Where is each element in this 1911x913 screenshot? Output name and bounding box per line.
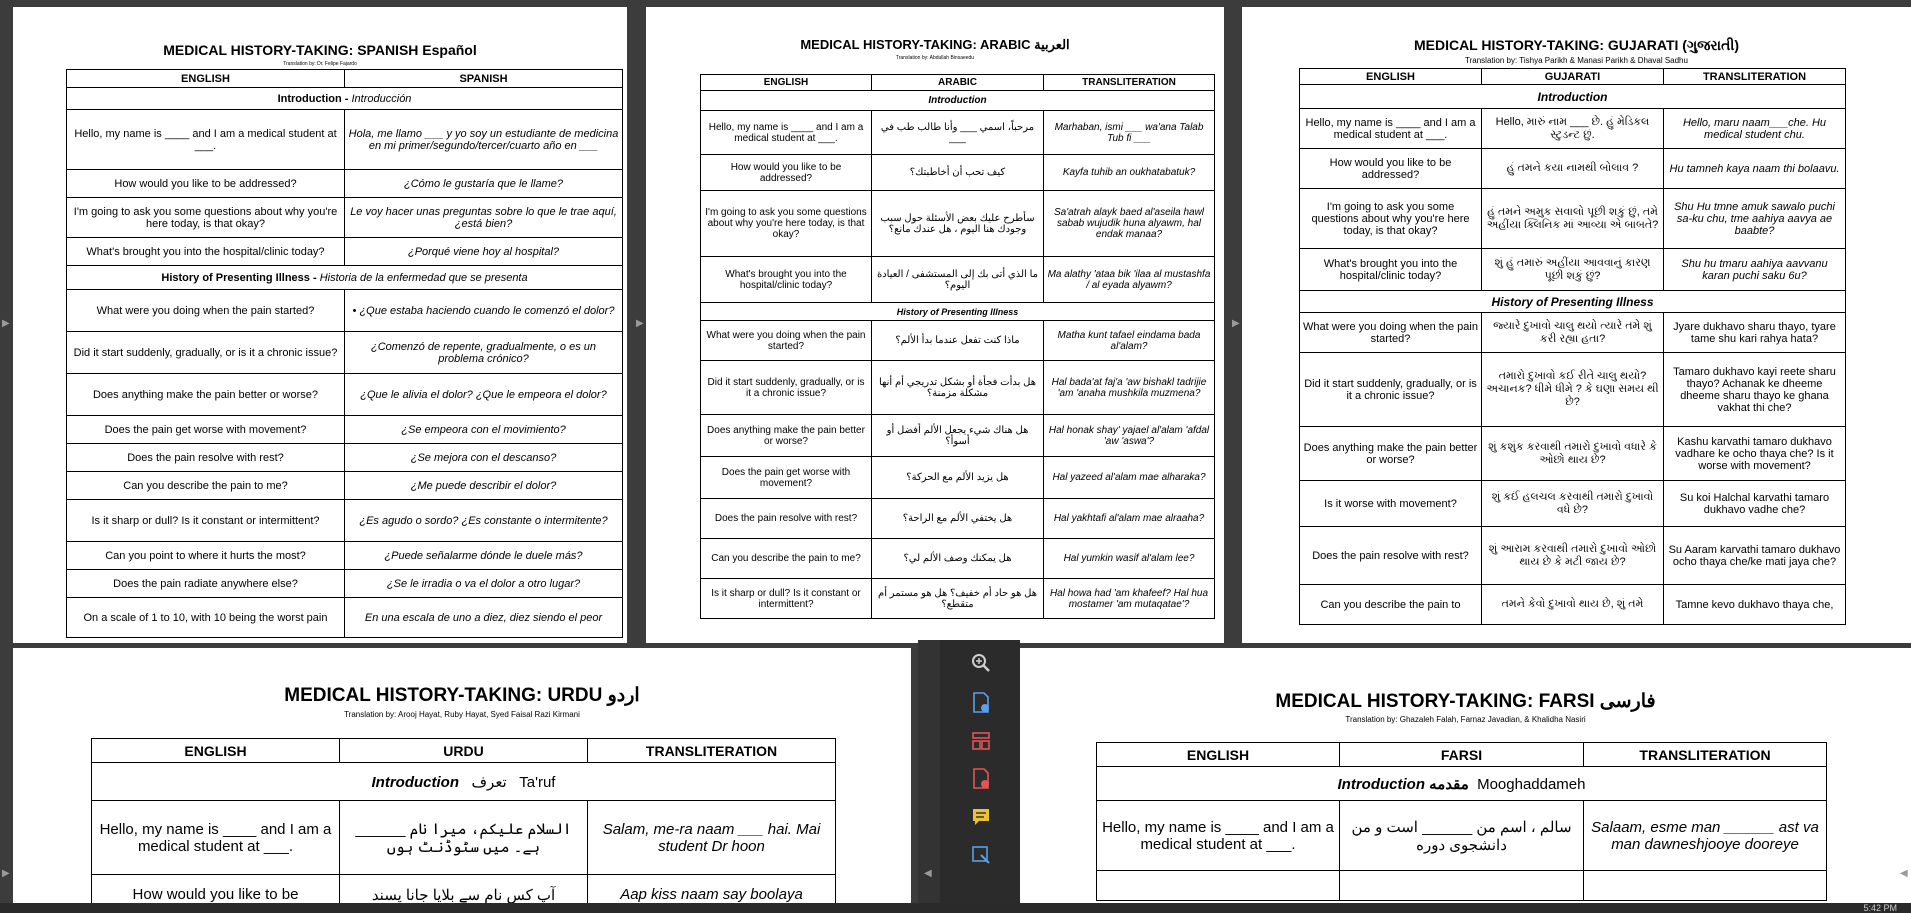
transliteration-cell: Tamaro dukhavo kayi reete sharu thayo? Achanak ke dheeme dheeme sharu thayo ke ghana vakhat thi che? (1664, 353, 1846, 427)
transliteration-cell: Salaam, esme man ______ ast va man dawneshjooye dooreye (1584, 801, 1827, 871)
page-farsi (1020, 648, 1911, 903)
column-header: URDU (340, 739, 588, 763)
gujarati-cell: જ્યારે દુખાવો ચાલુ થયો ત્યારે તમે શું કરી રહ્યા હતા? (1482, 313, 1664, 353)
english-cell: Can you point to where it hurts the most? (67, 542, 345, 570)
english-cell: I'm going to ask you some questions about why you're here today, is that okay? (1300, 189, 1482, 249)
transliteration-cell: Hal honak shay' yajael al'alam 'afdal 'aw 'aswa'? (1044, 415, 1215, 457)
organize-pages-icon[interactable] (968, 728, 994, 754)
translation-credit: Translation by: Ghazaleh Falah, Farnaz Javadian, & Khalidha Nasiri (1345, 715, 1586, 724)
english-cell: Can you describe the pain to (1300, 585, 1482, 625)
transliteration-cell: Salam, me-ra naam ___ hai. Mai student Dr hoon (588, 801, 836, 875)
english-cell: Does the pain resolve with rest? (701, 499, 872, 539)
section-header-introduction: Introduction تعرف Ta'ruf (92, 763, 836, 801)
transliteration-cell: Kayfa tuhib an oukhatabatuk? (1044, 155, 1215, 191)
english-cell: How would you like to be addressed? (1300, 149, 1482, 189)
english-cell: What were you doing when the pain started? (1300, 313, 1482, 353)
english-cell: Does the pain resolve with rest? (1300, 527, 1482, 585)
translation-cell: Hola, me llamo ___ y yo soy un estudiante de medicina en mi primer/segundo/tercer/cuarto año en ___ (345, 110, 623, 170)
translation-cell: ¿Es agudo o sordo? ¿Es constante o intermitente? (345, 500, 623, 542)
gujarati-cell: તમારો દુખાવો કઈ રીતે ચાલુ થયો? અચાનક? ધીમે ધીમે ? કે ઘણા સમય થી છે? (1482, 353, 1664, 427)
column-header: TRANSLITERATION (1044, 75, 1215, 91)
column-header: TRANSLITERATION (1664, 69, 1846, 85)
transliteration-cell: Aap kiss naam say boolaya (588, 875, 836, 904)
english-cell: What's brought you into the hospital/clinic today? (1300, 249, 1482, 291)
english-cell: Is it sharp or dull? Is it constant or intermittent? (701, 579, 872, 619)
translation-cell: ¿Se le irradia o va el dolor a otro lugar? (345, 570, 623, 598)
phrase-table (91, 738, 836, 903)
translation-cell: ¿Porqué viene hoy al hospital? (345, 238, 623, 266)
page-title: MEDICAL HISTORY-TAKING: ARABIC العربية (800, 37, 1070, 52)
english-cell: What were you doing when the pain started? (701, 321, 872, 361)
page-spanish (13, 7, 627, 643)
section-header-introduction: Introduction (701, 91, 1215, 111)
zoom-icon[interactable] (968, 650, 994, 676)
transliteration-cell: Ma alathy 'ataa bik 'ilaa al mustashfa / al eyada alyawm? (1044, 257, 1215, 303)
status-bar (0, 903, 1911, 913)
gujarati-cell: તમને કેવો દુખાવો થાય છે, શું તમે (1482, 585, 1664, 625)
transliteration-cell: Hu tamneh kaya naam thi bolaavu. (1664, 149, 1846, 189)
arabic-cell: سأطرح عليك بعض الأسئلة حول سبب وجودك هنا اليوم ، هل عندك مانع؟ (872, 191, 1044, 257)
transliteration-cell: Hal yazeed al'alam mae alharaka? (1044, 457, 1215, 499)
create-pdf-icon[interactable] (968, 766, 994, 792)
phrase-table (1096, 742, 1827, 901)
transliteration-cell: Hal howa had 'am khafeef? Hal hua mostamer 'am mutaqatae'? (1044, 579, 1215, 619)
translation-cell: ¿Me puede describir el dolor? (345, 472, 623, 500)
scroll-arrow-icon[interactable]: ▶ (2, 868, 10, 879)
clock: 5:42 PM (1863, 903, 1897, 913)
transliteration-cell: Kashu karvathi tamaro dukhavo vadhare ke ocho thaya che? Is it worse with movement? (1664, 427, 1846, 481)
column-header: FARSI (1340, 743, 1584, 767)
english-cell: Does the pain radiate anywhere else? (67, 570, 345, 598)
translation-cell: En una escala de uno a diez, diez siendo el peor (345, 598, 623, 638)
column-header: ENGLISH (92, 739, 340, 763)
scroll-left-arrow-icon[interactable]: ▶ (2, 318, 10, 329)
english-cell: Is it worse with movement? (1300, 481, 1482, 527)
scroll-arrow-icon[interactable]: ▶ (636, 318, 644, 329)
english-cell (1097, 871, 1340, 901)
column-header: SPANISH (345, 70, 623, 88)
english-cell: I'm going to ask you some questions about why you're here today, is that okay? (67, 198, 345, 238)
page-title: MEDICAL HISTORY-TAKING: GUJARATI (ગુજરાતી) (1413, 37, 1740, 53)
gujarati-cell: હું તમને અમુક સવાલો પૂછી શકું છું, તમે અહીંયા ક્લિનિક માં આવ્યા એ બાબતે? (1482, 189, 1664, 249)
transliteration-cell: Su Aaram karvathi tamaro dukhavo ocho thaya che/ke mati jaya che? (1664, 527, 1846, 585)
phrase-table (66, 69, 623, 638)
english-cell: Did it start suddenly, gradually, or is it a chronic issue? (67, 332, 345, 374)
scan-icon[interactable] (968, 842, 994, 868)
transliteration-cell: Hello, maru naam___che. Hu medical student chu. (1664, 109, 1846, 149)
pdf-export-icon[interactable] (968, 690, 994, 716)
column-header: ENGLISH (67, 70, 345, 88)
gujarati-cell: શું કઈં હલચલ કરવાથી તમારો દુખાવો વધે છે? (1482, 481, 1664, 527)
english-cell: Does anything make the pain better or worse? (67, 374, 345, 416)
gujarati-cell: શું કશુંક કરવાથી તમારો દુખાવો વધારે કે ઓછો થાય છે? (1482, 427, 1664, 481)
farsi-cell: سالم ، اسم من ______ است و من دانشجوی دوره (1340, 801, 1584, 871)
scroll-arrow-icon[interactable]: ◀ (1900, 868, 1908, 879)
collapse-sidebar-arrow-icon[interactable]: ◀ (924, 868, 932, 879)
transliteration-cell: Shu hu tmaru aahiya aavvanu karan puchi saku 6u? (1664, 249, 1846, 291)
section-header-introduction: Introduction (1300, 85, 1846, 109)
page-title: MEDICAL HISTORY-TAKING: FARSI فارسی (1275, 691, 1656, 712)
column-header: GUJARATI (1482, 69, 1664, 85)
scroll-arrow-icon[interactable]: ▶ (1232, 318, 1240, 329)
translation-credit: Translation by: Dr. Felipe Fajardo (283, 61, 357, 67)
column-header: ENGLISH (701, 75, 872, 91)
section-header-hpi: History of Presenting Illness (701, 303, 1215, 321)
comment-icon[interactable] (968, 804, 994, 830)
english-cell: Did it start suddenly, gradually, or is it a chronic issue? (1300, 353, 1482, 427)
urdu-cell: آپ کس نام سے بلایا جانا پسند (340, 875, 588, 904)
transliteration-cell (1584, 871, 1827, 901)
column-header: ARABIC (872, 75, 1044, 91)
english-cell: What's brought you into the hospital/clinic today? (701, 257, 872, 303)
english-cell: Does the pain resolve with rest? (67, 444, 345, 472)
english-cell: Hello, my name is ____ and I am a medical student at ___. (701, 111, 872, 155)
page-urdu (13, 648, 911, 903)
transliteration-cell: Matha kunt tafael eindama bada al'alam? (1044, 321, 1215, 361)
english-cell: Can you describe the pain to me? (701, 539, 872, 579)
gujarati-cell: Hello, મારું નામ ___ છે. હું મેડિકલ સ્ટુડન્ટ છું. (1482, 109, 1664, 149)
phrase-table (1299, 68, 1846, 625)
arabic-cell: هل يمكنك وصف الألم لي؟ (872, 539, 1044, 579)
urdu-cell: السلام علیکم، میرا نام ______ ہے۔ میں سٹوڈنٹ ہوں (340, 801, 588, 875)
column-header: TRANSLITERATION (1584, 743, 1827, 767)
farsi-cell (1340, 871, 1584, 901)
english-cell: Hello, my name is ____ and I am a medical student at ___. (67, 110, 345, 170)
english-cell: Hello, my name is ____ and I am a medical student at ___. (1300, 109, 1482, 149)
translation-cell: ¿Que le alivia el dolor? ¿Que le empeora el dolor? (345, 374, 623, 416)
column-header: TRANSLITERATION (588, 739, 836, 763)
transliteration-cell: Su koi Halchal karvathi tamaro dukhavo vadhe che? (1664, 481, 1846, 527)
translation-cell: ¿Puede señalarme dónde le duele más? (345, 542, 623, 570)
tools-sidebar (918, 640, 1020, 913)
translation-credit: Translation by: Abdullah Binsaeedu (895, 55, 975, 61)
arabic-cell: هل يزيد الألم مع الحركة؟ (872, 457, 1044, 499)
english-cell: Hello, my name is ____ and I am a medical student at ___. (92, 801, 340, 875)
transliteration-cell: Shu Hu tmne amuk sawalo puchi sa-ku chu, tme aahiya aavya ae baabte? (1664, 189, 1846, 249)
english-cell: Does the pain get worse with movement? (67, 416, 345, 444)
english-cell: Is it sharp or dull? Is it constant or intermittent? (67, 500, 345, 542)
gujarati-cell: શું હું તમારું અહીંયા આવવાનું કારણ પૂછી શકું છું? (1482, 249, 1664, 291)
page-title: MEDICAL HISTORY-TAKING: URDU اردو (284, 685, 640, 706)
translation-cell: ¿Se mejora con el descanso? (345, 444, 623, 472)
column-header: ENGLISH (1097, 743, 1340, 767)
gujarati-cell: શું આરામ કરવાથી તમારો દુખાવો ઓછો થાય છે કે મટી જાય છે? (1482, 527, 1664, 585)
arabic-cell: هل يختفي الألم مع الراحة؟ (872, 499, 1044, 539)
transliteration-cell: Tamne kevo dukhavo thaya che, (1664, 585, 1846, 625)
arabic-cell: مرحباً، اسمي ___ وأنا طالب طب في ___ (872, 111, 1044, 155)
transliteration-cell: Hal bada'at faj'a 'aw bishakl tadrijie 'am 'anaha mushkila muzmena? (1044, 361, 1215, 415)
section-header-introduction: Introduction مقدمه Mooghaddameh (1097, 767, 1827, 801)
transliteration-cell: Hal yumkin wasif al'alam lee? (1044, 539, 1215, 579)
gujarati-cell: હું તમને કયા નામથી બોલાવ ? (1482, 149, 1664, 189)
page-arabic (646, 7, 1224, 643)
translation-cell: ¿Se empeora con el movimiento? (345, 416, 623, 444)
translation-credit: Translation by: Arooj Hayat, Ruby Hayat, Syed Faisal Razi Kirmani (344, 710, 580, 719)
english-cell: I'm going to ask you some questions about why you're here today, is that okay? (701, 191, 872, 257)
section-header-hpi: History of Presenting Illness - Historia de la enfermedad que se presenta (67, 266, 623, 290)
english-cell: How would you like to be addressed? (701, 155, 872, 191)
english-cell: On a scale of 1 to 10, with 10 being the worst pain (67, 598, 345, 638)
transliteration-cell: Marhaban, ismi ___ wa'ana Talab Tub fi ___ (1044, 111, 1215, 155)
transliteration-cell: Jyare dukhavo sharu thayo, tyare tame shu kari rahya hata? (1664, 313, 1846, 353)
english-cell: Does anything make the pain better or worse? (701, 415, 872, 457)
english-cell: Hello, my name is ____ and I am a medical student at ___. (1097, 801, 1340, 871)
arabic-cell: ما الذي أتى بك إلى المستشفى / العيادة اليوم؟ (872, 257, 1044, 303)
translation-cell: Le voy hacer unas preguntas sobre lo que le trae aquí, ¿está bien? (345, 198, 623, 238)
transliteration-cell: Sa'atrah alayk baed al'aseila hawl sabab wujudik huna alyawm, hal endak manaa? (1044, 191, 1215, 257)
arabic-cell: كيف تحب أن أخاطبتك؟ (872, 155, 1044, 191)
translation-cell: • ¿Que estaba haciendo cuando le comenzó el dolor? (345, 290, 623, 332)
english-cell: How would you like to be (92, 875, 340, 904)
english-cell: Does the pain get worse with movement? (701, 457, 872, 499)
page-gujarati (1242, 7, 1911, 643)
transliteration-cell: Hal yakhtafi al'alam mae alraaha? (1044, 499, 1215, 539)
column-header: ENGLISH (1300, 69, 1482, 85)
phrase-table (700, 74, 1215, 619)
english-cell: How would you like to be addressed? (67, 170, 345, 198)
translation-cell: ¿Comenzó de repente, gradualmente, o es un problema crónico? (345, 332, 623, 374)
translation-cell: ¿Cómo le gustaría que le llame? (345, 170, 623, 198)
arabic-cell: هل هو حاد أم خفيف؟ هل هو مستمر أم متقطع؟ (872, 579, 1044, 619)
arabic-cell: ماذا كنت تفعل عندما بدأ الألم؟ (872, 321, 1044, 361)
english-cell: What's brought you into the hospital/clinic today? (67, 238, 345, 266)
translation-credit: Translation by: Tishya Parikh & Manasi Parikh & Dhaval Sadhu (1465, 56, 1688, 65)
english-cell: Does anything make the pain better or worse? (1300, 427, 1482, 481)
page-title: MEDICAL HISTORY-TAKING: SPANISH Español (163, 42, 477, 58)
arabic-cell: هل هناك شيء يجعل الألم أفضل أو أسوأ؟ (872, 415, 1044, 457)
english-cell: What were you doing when the pain started? (67, 290, 345, 332)
section-header-hpi: History of Presenting Illness (1300, 291, 1846, 313)
section-header-introduction: Introduction - Introducción (67, 88, 623, 110)
english-cell: Did it start suddenly, gradually, or is it a chronic issue? (701, 361, 872, 415)
arabic-cell: هل بدأت فجأة أو بشكل تدريجي أم أنها مشكلة مزمنة؟ (872, 361, 1044, 415)
english-cell: Can you describe the pain to me? (67, 472, 345, 500)
